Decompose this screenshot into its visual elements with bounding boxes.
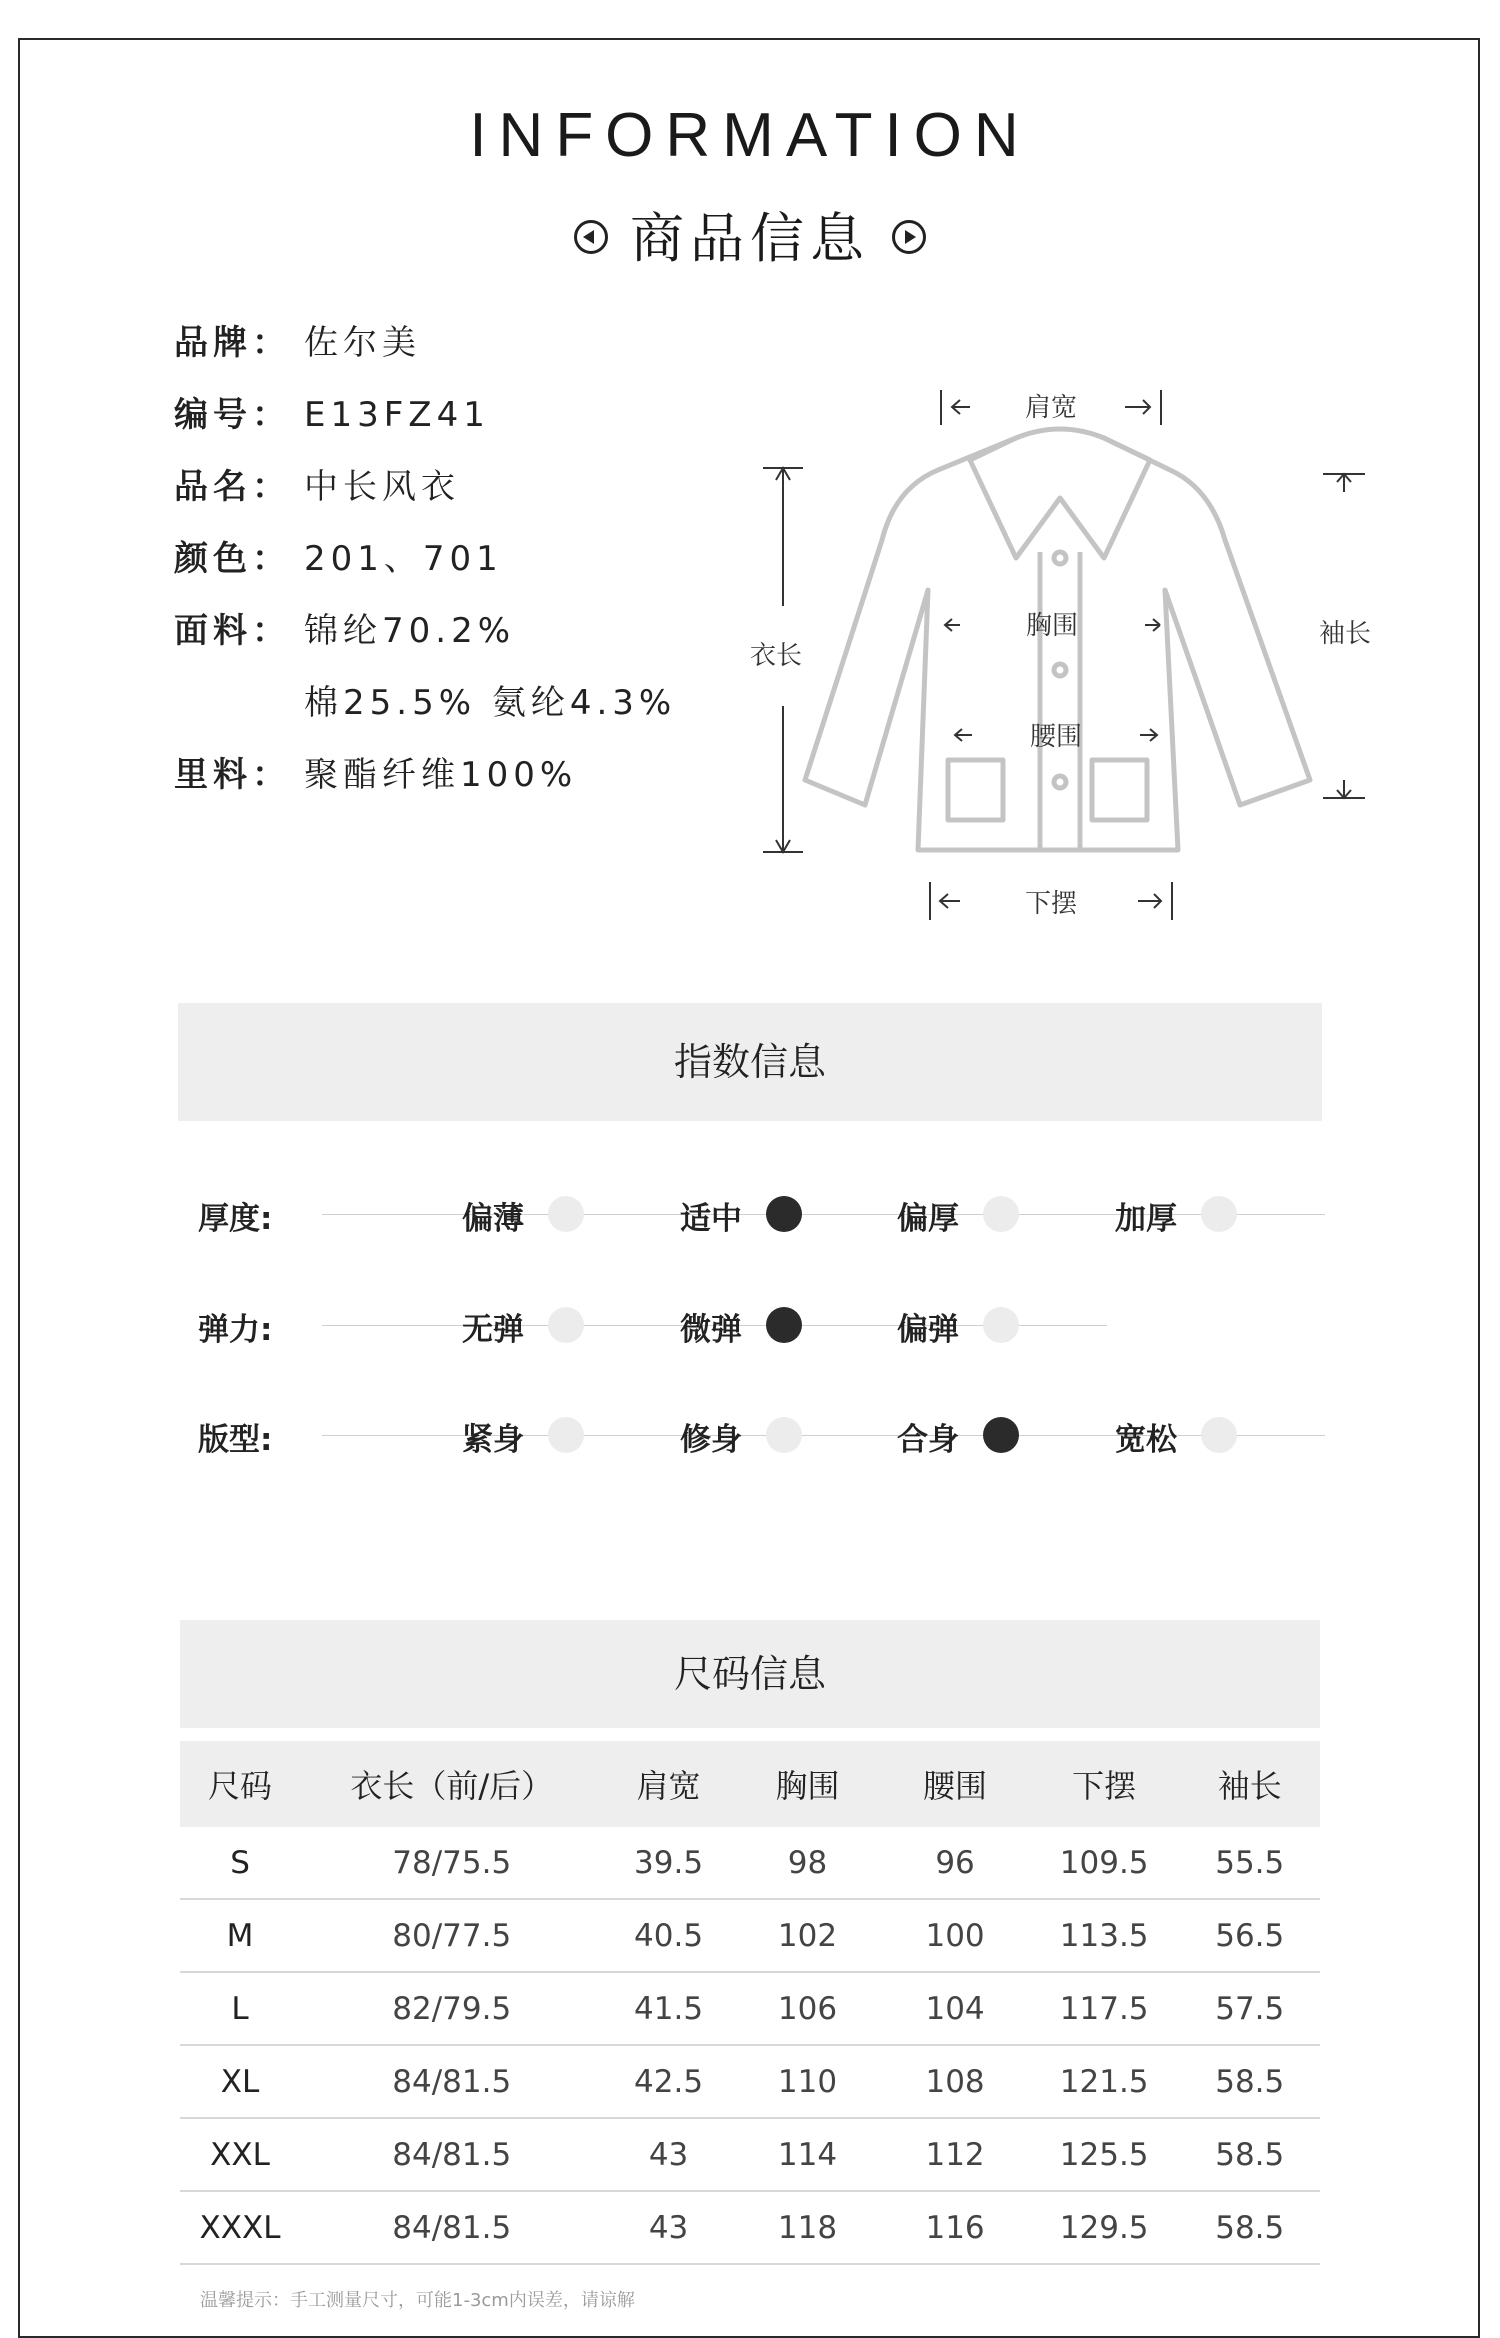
option-dot-icon bbox=[766, 1417, 802, 1453]
label-chest: 胸围 bbox=[1025, 611, 1079, 641]
index-option: 加厚 bbox=[1053, 1195, 1243, 1235]
table-cell: 41.5 bbox=[603, 1972, 733, 2045]
label-sleeve: 袖长 bbox=[1318, 619, 1372, 649]
index-label: 厚度: bbox=[198, 1201, 273, 1237]
info-row-lining bbox=[174, 747, 676, 819]
table-cell: 100 bbox=[881, 1899, 1029, 1972]
info-value: 锦纶70.2% bbox=[304, 611, 516, 651]
option-dot-icon bbox=[548, 1307, 584, 1343]
option-dot-selected-icon bbox=[766, 1196, 802, 1232]
measurement-note: 温馨提示：手工测量尺寸，可能1-3cm内误差，请谅解 bbox=[200, 2290, 635, 2311]
table-cell: 117.5 bbox=[1029, 1972, 1180, 2045]
table-cell: 58.5 bbox=[1179, 2045, 1320, 2118]
table-row bbox=[180, 2118, 1320, 2191]
info-key: 颜色： bbox=[174, 539, 291, 579]
table-cell: 116 bbox=[881, 2191, 1029, 2264]
index-label: 弹力: bbox=[198, 1312, 273, 1348]
option-dot-icon bbox=[548, 1417, 584, 1453]
table-cell: 84/81.5 bbox=[300, 2191, 603, 2264]
table-cell: M bbox=[180, 1899, 300, 1972]
column-header: 腰围 bbox=[881, 1741, 1029, 1827]
table-cell: 56.5 bbox=[1179, 1899, 1320, 1972]
info-value: 中长风衣 bbox=[304, 467, 460, 507]
table-cell: 129.5 bbox=[1029, 2191, 1180, 2264]
table-cell: 40.5 bbox=[603, 1899, 733, 1972]
table-cell: XL bbox=[180, 2045, 300, 2118]
table-cell: 121.5 bbox=[1029, 2045, 1180, 2118]
index-row-fit bbox=[0, 1416, 1500, 1456]
info-key: 品牌： bbox=[174, 323, 291, 363]
table-row bbox=[180, 2191, 1320, 2264]
index-option: 偏弹 bbox=[835, 1306, 1025, 1346]
option-dot-icon bbox=[548, 1196, 584, 1232]
option-dot-selected-icon bbox=[983, 1417, 1019, 1453]
table-row bbox=[180, 1827, 1320, 1899]
size-section-title: 尺码信息 bbox=[180, 1620, 1320, 1728]
info-row-fabric-cont bbox=[174, 675, 676, 747]
table-cell: 43 bbox=[603, 2118, 733, 2191]
label-waist: 腰围 bbox=[1029, 722, 1083, 752]
table-cell: 98 bbox=[734, 1827, 882, 1899]
option-dot-icon bbox=[983, 1196, 1019, 1232]
measure-lines bbox=[763, 390, 1365, 920]
info-value: 佐尔美 bbox=[304, 323, 421, 363]
index-label: 版型: bbox=[198, 1422, 273, 1458]
table-cell: 114 bbox=[734, 2118, 882, 2191]
index-option: 适中 bbox=[618, 1195, 808, 1235]
index-option: 偏薄 bbox=[400, 1195, 590, 1235]
table-cell: 110 bbox=[734, 2045, 882, 2118]
table-cell: 78/75.5 bbox=[300, 1827, 603, 1899]
arrow-right-icon bbox=[892, 220, 926, 254]
info-row-code bbox=[174, 387, 676, 459]
table-row bbox=[180, 1972, 1320, 2045]
garment-measurement-diagram bbox=[720, 370, 1400, 950]
index-option: 合身 bbox=[835, 1416, 1025, 1456]
index-option: 紧身 bbox=[400, 1416, 590, 1456]
table-cell: XXL bbox=[180, 2118, 300, 2191]
index-option: 微弹 bbox=[618, 1306, 808, 1346]
table-cell: 58.5 bbox=[1179, 2191, 1320, 2264]
table-cell: 39.5 bbox=[603, 1827, 733, 1899]
info-row-name bbox=[174, 459, 676, 531]
table-cell: 112 bbox=[881, 2118, 1029, 2191]
table-cell: 84/81.5 bbox=[300, 2118, 603, 2191]
table-cell: 113.5 bbox=[1029, 1899, 1180, 1972]
column-header: 尺码 bbox=[180, 1741, 300, 1827]
info-key: 品名： bbox=[174, 467, 291, 507]
table-row bbox=[180, 1899, 1320, 1972]
table-cell: 108 bbox=[881, 2045, 1029, 2118]
index-row-elasticity bbox=[0, 1306, 1500, 1346]
table-cell: 42.5 bbox=[603, 2045, 733, 2118]
column-header: 肩宽 bbox=[603, 1741, 733, 1827]
info-key: 编号： bbox=[174, 395, 291, 435]
info-key: 面料： bbox=[174, 611, 291, 651]
table-cell: 109.5 bbox=[1029, 1827, 1180, 1899]
option-dot-selected-icon bbox=[766, 1307, 802, 1343]
info-key: 里料： bbox=[174, 755, 291, 795]
table-cell: S bbox=[180, 1827, 300, 1899]
table-cell: 57.5 bbox=[1179, 1972, 1320, 2045]
index-option: 偏厚 bbox=[835, 1195, 1025, 1235]
info-value: E13FZ41 bbox=[304, 395, 490, 435]
column-header: 下摆 bbox=[1029, 1741, 1180, 1827]
size-table bbox=[180, 1741, 1320, 2265]
option-dot-icon bbox=[1201, 1196, 1237, 1232]
info-row-brand bbox=[174, 315, 676, 387]
table-cell: 104 bbox=[881, 1972, 1029, 2045]
product-info-list bbox=[174, 315, 676, 819]
label-shoulder: 肩宽 bbox=[1024, 393, 1078, 423]
table-cell: 80/77.5 bbox=[300, 1899, 603, 1972]
index-section-title: 指数信息 bbox=[178, 1003, 1322, 1121]
info-row-color bbox=[174, 531, 676, 603]
column-header: 胸围 bbox=[734, 1741, 882, 1827]
label-length: 衣长 bbox=[749, 641, 803, 671]
table-cell: XXXL bbox=[180, 2191, 300, 2264]
title-chinese-wrap bbox=[0, 196, 1500, 273]
label-hem: 下摆 bbox=[1024, 889, 1078, 919]
index-option: 宽松 bbox=[1053, 1416, 1243, 1456]
table-header-row bbox=[180, 1741, 1320, 1827]
table-cell: 106 bbox=[734, 1972, 882, 2045]
option-dot-icon bbox=[1201, 1417, 1237, 1453]
info-value: 聚酯纤维100% bbox=[304, 755, 578, 795]
title-english: INFORMATION bbox=[469, 101, 1031, 170]
arrow-left-icon bbox=[574, 220, 608, 254]
table-row bbox=[180, 2045, 1320, 2118]
table-cell: 55.5 bbox=[1179, 1827, 1320, 1899]
info-row-fabric bbox=[174, 603, 676, 675]
table-cell: 102 bbox=[734, 1899, 882, 1972]
table-cell: 43 bbox=[603, 2191, 733, 2264]
table-cell: 96 bbox=[881, 1827, 1029, 1899]
column-header: 袖长 bbox=[1179, 1741, 1320, 1827]
index-option: 无弹 bbox=[400, 1306, 590, 1346]
table-cell: 58.5 bbox=[1179, 2118, 1320, 2191]
table-cell: 84/81.5 bbox=[300, 2045, 603, 2118]
title-chinese: 商品信息 bbox=[630, 207, 870, 270]
index-option: 修身 bbox=[618, 1416, 808, 1456]
option-dot-icon bbox=[983, 1307, 1019, 1343]
table-cell: 82/79.5 bbox=[300, 1972, 603, 2045]
column-header: 衣长（前/后） bbox=[300, 1741, 603, 1827]
index-row-thickness bbox=[0, 1195, 1500, 1235]
table-cell: 118 bbox=[734, 2191, 882, 2264]
table-cell: L bbox=[180, 1972, 300, 2045]
info-value: 201、701 bbox=[304, 539, 503, 579]
table-cell: 125.5 bbox=[1029, 2118, 1180, 2191]
info-value: 棉25.5% 氨纶4.3% bbox=[304, 683, 677, 723]
